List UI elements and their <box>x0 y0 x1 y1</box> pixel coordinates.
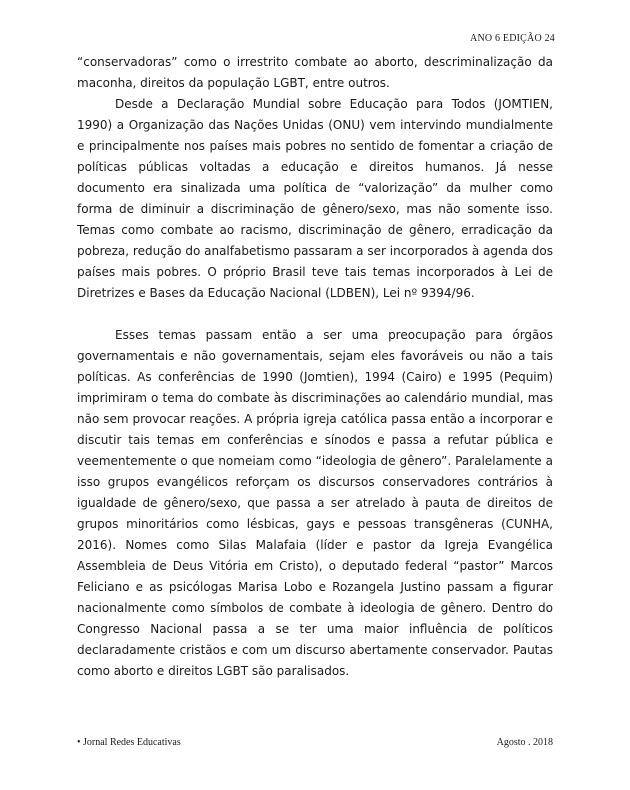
paragraph-jomtien: Desde a Declaração Mundial sobre Educação para Todos (JOMTIEN, 1990) a Organização das Nações Unidas (ONU) vem intervindo mundialmente e principalmente nos países mais pobres no sentido de fomentar a criação de políticas públicas voltadas a educação e direitos humanos. Já nesse documento era sinalizada uma política de “valorização” da mulher como forma de diminuir a discriminação de gênero/sexo, mas não somente isso. Temas como combate ao racismo, discriminação de gênero, erradicação da pobreza, redução do analfabetismo passaram a ser incorporados à agenda dos países mais pobres. O próprio Brasil teve tais temas incorporados à Lei de Diretrizes e Bases da Educação Nacional (LDBEN), Lei nº 9394/96. <box>77 97 553 300</box>
footer-date: Agosto . 2018 <box>496 737 553 748</box>
issue-header: ANO 6 EDIÇÃO 24 <box>470 33 555 44</box>
footer-journal-name: • Jornal Redes Educativas <box>77 737 181 748</box>
article-body <box>77 52 553 682</box>
paragraph-continuation: “conservadoras” como o irrestrito combate ao aborto, descriminalização da maconha, direitos da população LGBT, entre outros. <box>77 55 553 90</box>
paragraph-conferences: Esses temas passam então a ser uma preocupação para órgãos governamentais e não governamentais, sejam eles favoráveis ou não a tais políticas. As conferências de 1990 (Jomtien), 1994 (Cairo) e 1995 (Pequim) imprimiram o tema do combate às discriminações ao calendário mundial, mas não sem provocar reações. A própria igreja católica passa então a incorporar e discutir tais temas em conferências e sínodos e passa a refutar pública e veementemente o que nomeiam como “ideologia de gênero”. Paralelamente a isso grupos evangélicos reforçam os discursos conservadores contrários à igualdade de gênero/sexo, que passa a ser atrelado à pauta de direitos de grupos minoritários como lésbicas, gays e pessoas transgêneras (CUNHA, 2016). Nomes como Silas Malafaia (líder e pastor da Igreja Evangélica Assembleia de Deus Vitória em Cristo), o deputado federal “pastor” Marcos Feliciano e as psicólogas Marisa Lobo e Rozangela Justino passam a figurar nacionalmente como símbolos de combate à ideologia de gênero. Dentro do Congresso Nacional passa a se ter uma maior influência de políticos declaradamente cristãos e com um discurso abertamente conservador. Pautas como aborto e direitos LGBT são paralisados. <box>77 328 553 678</box>
